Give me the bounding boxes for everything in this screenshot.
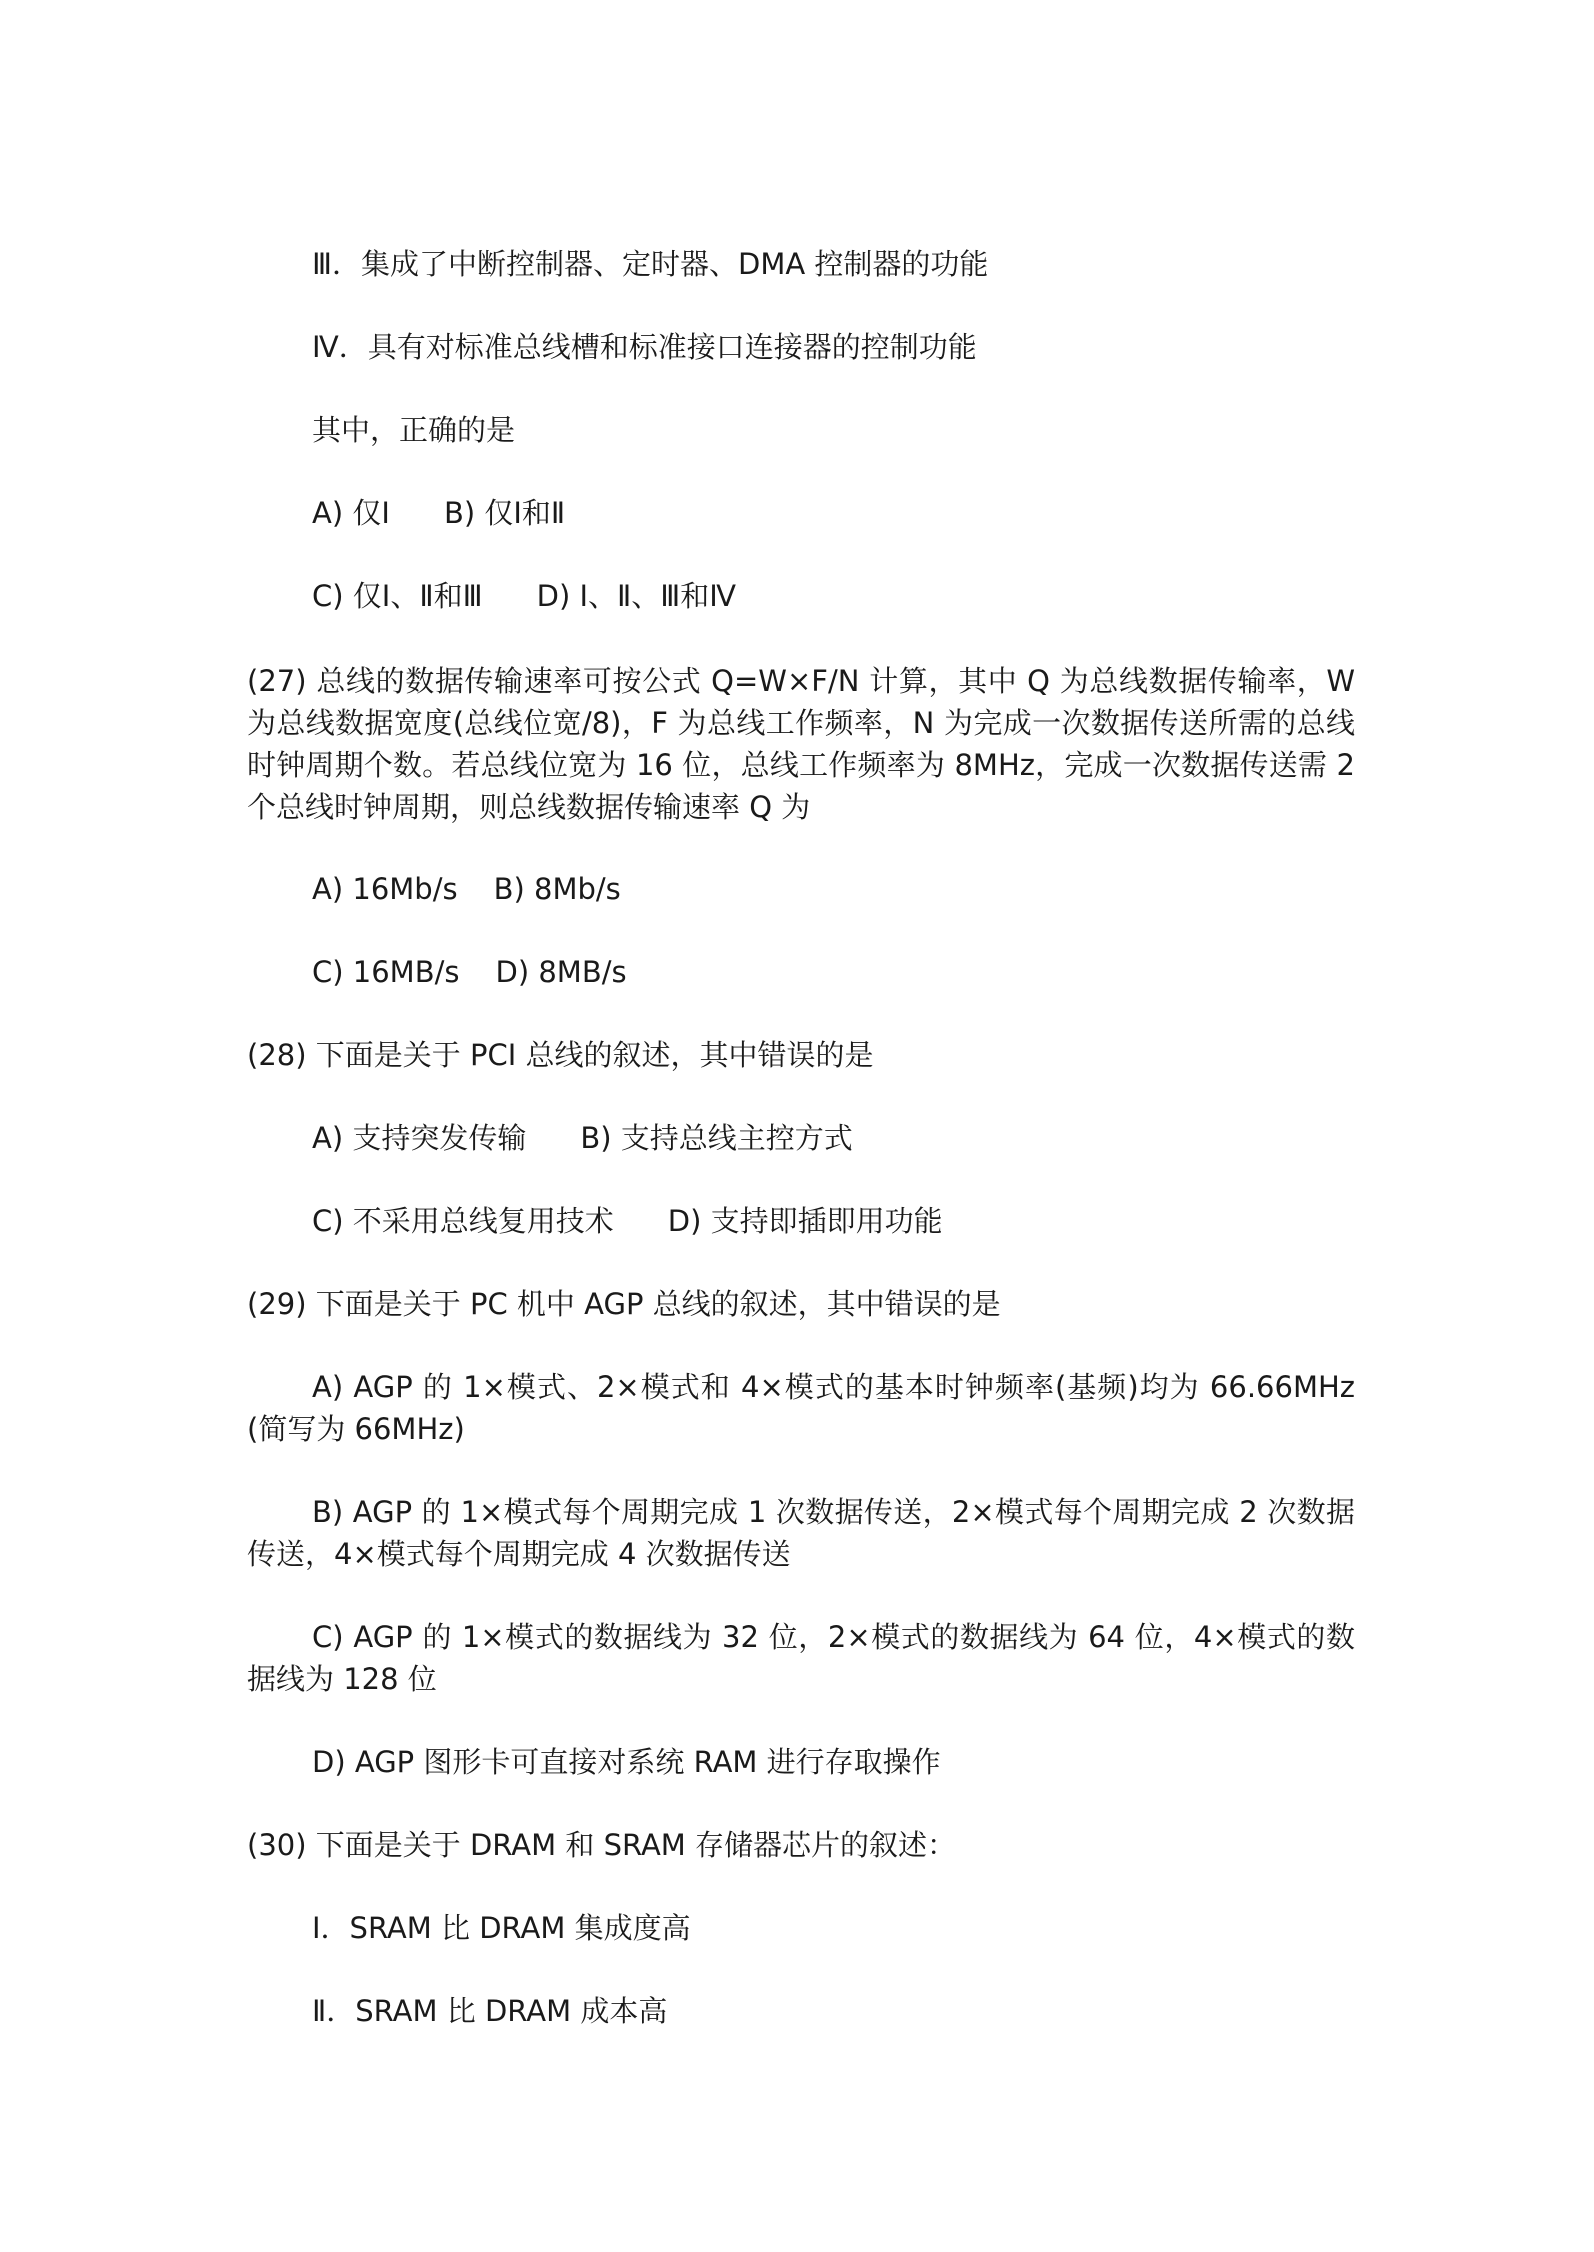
q30-statement-ii: Ⅱ．SRAM 比 DRAM 成本高: [312, 1994, 668, 2028]
q27-option-b: B) 8Mb/s: [493, 872, 621, 906]
option-d: D) Ⅰ、Ⅱ、Ⅲ和Ⅳ: [536, 579, 737, 613]
question-29-text: (29) 下面是关于 PC 机中 AGP 总线的叙述，其中错误的是: [247, 1287, 1001, 1321]
question-prompt: 其中，正确的是: [312, 413, 516, 447]
option-a: A) 仅Ⅰ: [312, 496, 390, 530]
question-27-text: (27) 总线的数据传输速率可按公式 Q=W×F/N 计算，其中 Q 为总线数据传输率，W 为总线数据宽度(总线位宽/8)，F 为总线工作频率，N 为完成一次数据传送所需的总线时钟周期个数。若总线位宽为 16 位，总线工作频率为 8MHz，完成一次数据传送需 2 个总线时钟周期，则总线数据传输速率 Q 为: [247, 664, 1355, 824]
q28-option-c: C) 不采用总线复用技术: [312, 1204, 614, 1238]
q28-option-b: B) 支持总线主控方式: [580, 1121, 853, 1155]
statement-iv: Ⅳ．具有对标准总线槽和标准接口连接器的控制功能: [312, 330, 977, 364]
q29-option-b: B) AGP 的 1×模式每个周期完成 1 次数据传送，2×模式每个周期完成 2 次数据传送，4×模式每个周期完成 4 次数据传送: [247, 1495, 1355, 1571]
statement-iii: Ⅲ．集成了中断控制器、定时器、DMA 控制器的功能: [312, 247, 989, 281]
option-b: B) 仅Ⅰ和Ⅱ: [443, 496, 566, 530]
options-row-ab: [312, 492, 565, 534]
q28-option-d: D) 支持即插即用功能: [667, 1204, 943, 1238]
question-30-text: (30) 下面是关于 DRAM 和 SRAM 存储器芯片的叙述：: [247, 1828, 957, 1862]
q27-options-row-cd: [312, 951, 627, 993]
q27-option-c: C) 16MB/s: [312, 955, 460, 989]
q30-statement-i: Ⅰ．SRAM 比 DRAM 集成度高: [312, 1911, 691, 1945]
q27-options-row-ab: [312, 868, 621, 910]
q27-option-d: D) 8MB/s: [495, 955, 627, 989]
q28-option-a: A) 支持突发传输: [312, 1121, 527, 1155]
q28-options-row-cd: [312, 1200, 943, 1242]
options-row-cd: [312, 575, 736, 617]
q28-options-row-ab: [312, 1117, 853, 1159]
question-28-text: (28) 下面是关于 PCI 总线的叙述，其中错误的是: [247, 1038, 874, 1072]
option-c: C) 仅Ⅰ、Ⅱ和Ⅲ: [312, 579, 483, 613]
q29-option-c: C) AGP 的 1×模式的数据线为 32 位，2×模式的数据线为 64 位，4×模式的数据线为 128 位: [247, 1620, 1355, 1696]
q29-option-a: A) AGP 的 1×模式、2×模式和 4×模式的基本时钟频率(基频)均为 66.66MHz (简写为 66MHz): [247, 1370, 1355, 1446]
q27-option-a: A) 16Mb/s: [312, 872, 458, 906]
q29-option-d: D) AGP 图形卡可直接对系统 RAM 进行存取操作: [312, 1745, 941, 1779]
